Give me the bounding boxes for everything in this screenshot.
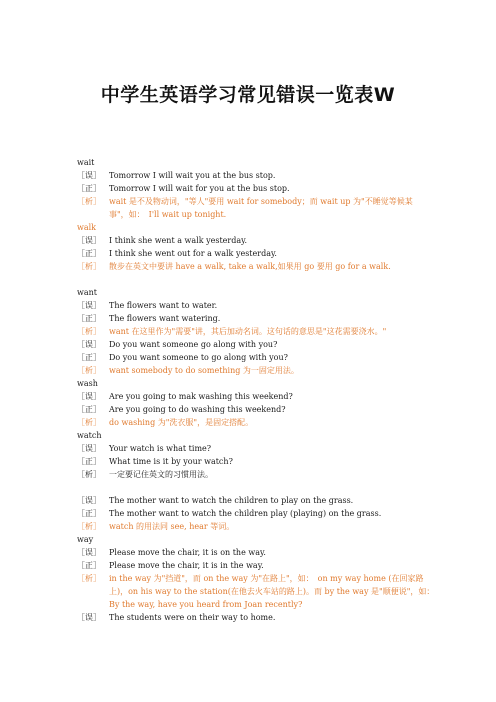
line-text: Are you going to do washing this weekend? (109, 405, 286, 414)
error-line (77, 338, 432, 351)
line-tag: ［析］ (77, 366, 101, 375)
line-tag: ［正］ (77, 314, 101, 323)
line-text: 散步在英文中要讲 have a walk, take a walk,如果用 go 要用 go for a walk. (109, 262, 391, 271)
line-text: The flowers want to water. (109, 301, 218, 310)
analysis-line (77, 260, 432, 273)
headword-text: way (77, 535, 94, 544)
line-tag: ［误］ (77, 613, 101, 622)
line-tag: ［正］ (77, 249, 101, 258)
line-tag: ［误］ (77, 392, 101, 401)
line-tag: ［误］ (77, 340, 101, 349)
headword-text: want (77, 288, 97, 297)
error-line (77, 611, 432, 624)
blank-line (77, 481, 432, 494)
analysis-line (77, 364, 432, 377)
line-text: Tomorrow I will wait for you at the bus stop. (109, 184, 290, 193)
line-tag: ［析］ (77, 418, 101, 427)
blank-line (77, 273, 432, 286)
line-text: want 在这里作为"需要"讲，其后加动名词。这句话的意思是"这花需要浇水。" (109, 327, 387, 336)
line-tag: ［误］ (77, 171, 101, 180)
error-line (77, 234, 432, 247)
analysis-line (77, 520, 432, 533)
analysis-line (77, 325, 432, 338)
line-text: Your watch is what time? (109, 444, 212, 453)
line-text: The flowers want watering. (109, 314, 221, 323)
error-line (77, 390, 432, 403)
line-text: The mother want to watch the children to play on the grass. (109, 496, 354, 505)
line-tag: ［析］ (77, 574, 101, 583)
error-line (77, 546, 432, 559)
line-text: in the way 为"挡道"，而 on the way 为"在路上"，如： on my way home (在回家路上)，on his way to the station(在他去火车站的路上)。而 by the way 是"顺便说"，如： By the way, have you heard from Joan recently? (109, 574, 439, 609)
entry-headword (77, 156, 432, 169)
line-text: The students were on their way to home. (109, 613, 276, 622)
line-tag: ［析］ (77, 197, 101, 206)
line-tag: ［正］ (77, 509, 101, 518)
correct-line (77, 455, 432, 468)
document-body (77, 156, 439, 624)
line-tag: ［误］ (77, 444, 101, 453)
headword-text: watch (77, 431, 102, 440)
line-tag: ［正］ (77, 353, 101, 362)
line-tag: ［正］ (77, 184, 101, 193)
correct-line (77, 182, 432, 195)
line-tag: ［析］ (77, 262, 101, 271)
correct-line (77, 312, 432, 325)
line-text: want somebody to do something 为一固定用法。 (109, 366, 299, 375)
line-text: What time is it by your watch? (109, 457, 233, 466)
error-line (77, 299, 432, 312)
entry-headword (77, 533, 432, 546)
line-text: 一定要记住英文的习惯用法。 (109, 470, 213, 479)
line-text: I think she went a walk yesterday. (109, 236, 248, 245)
analysis-line (77, 572, 439, 611)
line-tag: ［析］ (77, 327, 101, 336)
analysis-line (77, 416, 432, 429)
error-line (77, 169, 432, 182)
line-tag: ［正］ (77, 561, 101, 570)
line-tag: ［正］ (77, 457, 101, 466)
entry-headword (77, 221, 432, 234)
analysis-line (77, 195, 432, 221)
line-text: do washing 为"洗衣服"，是固定搭配。 (109, 418, 254, 427)
error-line (77, 442, 432, 455)
line-text: Tomorrow I will wait you at the bus stop. (109, 171, 276, 180)
correct-line (77, 468, 432, 481)
headword-text: wait (77, 158, 95, 167)
line-text: wait 是不及物动词，"等人"要用 wait for somebody；而 wait up 为"不睡觉等候某事"，如： I'll wait up tonight. (109, 197, 413, 219)
correct-line (77, 507, 432, 520)
line-tag: ［误］ (77, 548, 101, 557)
page-title: 中学生英语学习常见错误一览表W (100, 84, 396, 106)
line-tag: ［析］ (77, 470, 101, 479)
headword-text: walk (77, 223, 97, 232)
entry-headword (77, 286, 432, 299)
correct-line (77, 351, 432, 364)
correct-line (77, 403, 432, 416)
line-tag: ［误］ (77, 496, 101, 505)
line-text: I think she went out for a walk yesterday. (109, 249, 277, 258)
line-tag: ［误］ (77, 301, 101, 310)
correct-line (77, 247, 432, 260)
line-text: Do you want someone go along with you? (109, 340, 278, 349)
correct-line (77, 559, 432, 572)
entry-headword (77, 429, 432, 442)
line-text: Please move the chair, it is in the way. (109, 561, 264, 570)
headword-text: wash (77, 379, 98, 388)
line-text: Are you going to mak washing this weekend? (109, 392, 293, 401)
line-text: The mother want to watch the children play (playing) on the grass. (109, 509, 382, 518)
line-text: Do you want someone to go along with you? (109, 353, 288, 362)
line-tag: ［误］ (77, 236, 101, 245)
line-text: Please move the chair, it is on the way. (109, 548, 266, 557)
line-text: watch 的用法同 see, hear 等词。 (109, 522, 235, 531)
line-tag: ［正］ (77, 405, 101, 414)
entry-headword (77, 377, 432, 390)
error-line (77, 494, 432, 507)
line-tag: ［析］ (77, 522, 101, 531)
